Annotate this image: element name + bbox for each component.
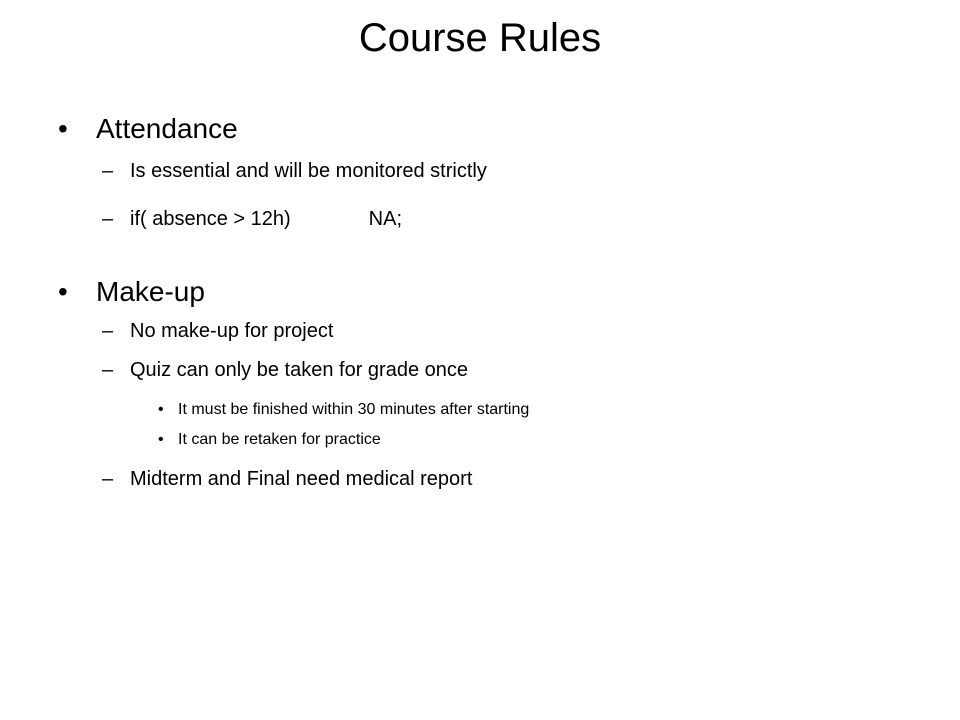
bullet-attendance (58, 112, 238, 146)
subitem-makeup-quiz (102, 357, 468, 383)
dash-marker: – (102, 208, 114, 230)
subsubitem-label: It can be retaken for practice (178, 431, 381, 448)
bullet-marker: • (58, 276, 68, 307)
subsubitem-quiz-time (158, 399, 529, 421)
subsubitem-label: It must be finished within 30 minutes after starting (178, 401, 530, 418)
subitem-attendance-rule (102, 206, 402, 232)
subitem-label: Quiz can only be taken for grade once (130, 359, 468, 381)
bullet-label: Attendance (96, 113, 238, 144)
dash-marker: – (102, 160, 114, 182)
subitem-attendance-essential (102, 158, 487, 184)
bullet-marker: • (158, 431, 164, 448)
subsubitem-quiz-practice (158, 429, 381, 451)
slide-title: Course Rules (358, 16, 602, 60)
rule-result: NA; (368, 208, 402, 230)
subitem-label: Is essential and will be monitored strictly (130, 160, 487, 182)
subitem-label: No make-up for project (130, 320, 334, 342)
dash-marker: – (102, 468, 114, 490)
subitem-makeup-exams (102, 466, 472, 492)
subitem-makeup-project (102, 318, 333, 344)
dash-marker: – (102, 320, 114, 342)
bullet-marker: • (158, 401, 164, 418)
bullet-marker: • (58, 113, 68, 144)
rule-condition: if( absence > 12h) (130, 208, 291, 230)
subitem-label: Midterm and Final need medical report (130, 468, 473, 490)
dash-marker: – (102, 359, 114, 381)
bullet-label: Make-up (96, 276, 205, 307)
bullet-makeup (58, 275, 205, 309)
